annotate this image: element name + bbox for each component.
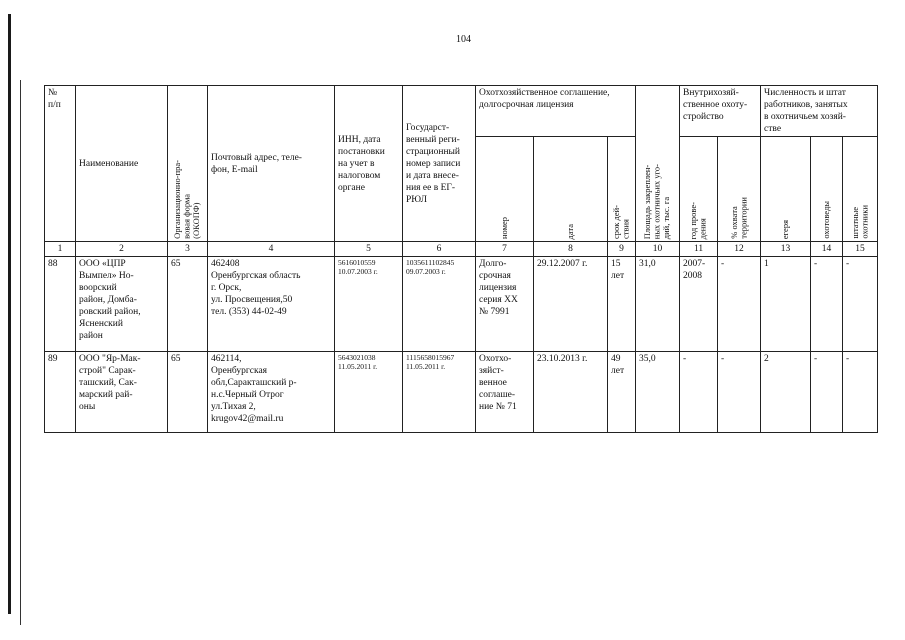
column-number: 4 [208,242,335,257]
header-inner-group: Внутрихозяй- ственное охоту- стройство [680,86,761,137]
header-inner-percent: % охвата территории [718,137,761,242]
header-no: № п/п [45,86,76,242]
header-agreement-number: номер [476,137,534,242]
header-staff-huntsmen: егеря [761,137,811,242]
header-staff-experts: охотоведы [811,137,843,242]
row-agreement-date: 23.10.2013 г. [534,352,608,433]
header-agreement-group: Охотхозяйственное соглашение, долгосрочная лицензия [476,86,636,137]
row-agreement-term: 15 лет [608,257,636,352]
row-no: 88 [45,257,76,352]
column-number: 12 [718,242,761,257]
header-area: Площадь закреплен- ных охотничьих уго- дий, тыс. га [636,86,680,242]
header-inn: ИНН, дата постановки на учет в налоговом органе [335,86,403,242]
row-staff-huntsmen: 2 [761,352,811,433]
row-inner-year: - [680,352,718,433]
row-org-form: 65 [168,352,208,433]
row-address: 462114, Оренбургская обл,Саракташский р- н.с.Черный Отрог ул.Тихая 2, krugov42@mail.ru [208,352,335,433]
row-inner-year: 2007- 2008 [680,257,718,352]
row-staff-experts: - [811,257,843,352]
column-number: 9 [608,242,636,257]
row-inn: 5643021038 11.05.2011 г. [335,352,403,433]
row-staff-huntsmen: 1 [761,257,811,352]
column-number: 6 [403,242,476,257]
header-row-1 [45,86,878,137]
row-agreement-date: 29.12.2007 г. [534,257,608,352]
row-inner-percent: - [718,352,761,433]
table-row [45,352,878,433]
column-number: 14 [811,242,843,257]
hunting-register-table [44,85,878,433]
row-address: 462408 Оренбургская область г. Орск, ул. Просвещения,50 тел. (353) 44-02-49 [208,257,335,352]
column-number: 3 [168,242,208,257]
table-row [45,257,878,352]
row-area: 35,0 [636,352,680,433]
column-number: 7 [476,242,534,257]
row-area: 31,0 [636,257,680,352]
row-staff-experts: - [811,352,843,433]
header-name: Наименование [76,86,168,242]
row-name: ООО "Яр-Мак- строй" Сарак- ташский, Сак- марский рай- оны [76,352,168,433]
header-staff-hunters: штатные охотники [843,137,878,242]
row-agreement-term: 49 лет [608,352,636,433]
column-number: 11 [680,242,718,257]
row-inn: 5616010559 10.07.2003 г. [335,257,403,352]
page-edge-line [20,80,21,625]
row-agreement-number: Долго- срочная лицензия серия ХХ № 7991 [476,257,534,352]
header-address: Почтовый адрес, теле- фон, E-mail [208,86,335,242]
column-number-row [45,242,878,257]
column-number: 5 [335,242,403,257]
header-state-reg: Государст- венный реги- страционный номер записи и дата внесе- ния ее в ЕГ- РЮЛ [403,86,476,242]
column-number: 10 [636,242,680,257]
column-number: 2 [76,242,168,257]
row-state-reg: 1035611102845 09.07.2003 г. [403,257,476,352]
column-number: 1 [45,242,76,257]
column-number: 15 [843,242,878,257]
row-no: 89 [45,352,76,433]
page-edge-mark [8,14,11,614]
row-agreement-number: Охотхо- зяйст- венное соглаше- ние № 71 [476,352,534,433]
header-staff-group: Численность и штат работников, занятых в охотничьем хозяй- стве [761,86,878,137]
row-name: ООО «ЦПР Вымпел» Но- воорский район, Домба- ровский район, Ясненский район [76,257,168,352]
row-state-reg: 1115658015967 11.05.2011 г. [403,352,476,433]
column-number: 8 [534,242,608,257]
row-staff-hunters: - [843,257,878,352]
page-number: 104 [456,34,471,45]
column-number: 13 [761,242,811,257]
header-inner-year: год прове- дения [680,137,718,242]
row-staff-hunters: - [843,352,878,433]
header-agreement-date: дата [534,137,608,242]
row-org-form: 65 [168,257,208,352]
header-agreement-term: срок дей- ствия [608,137,636,242]
row-inner-percent: - [718,257,761,352]
header-org-form: Организационно-пра- вовая форма (ОКОПФ) [168,86,208,242]
